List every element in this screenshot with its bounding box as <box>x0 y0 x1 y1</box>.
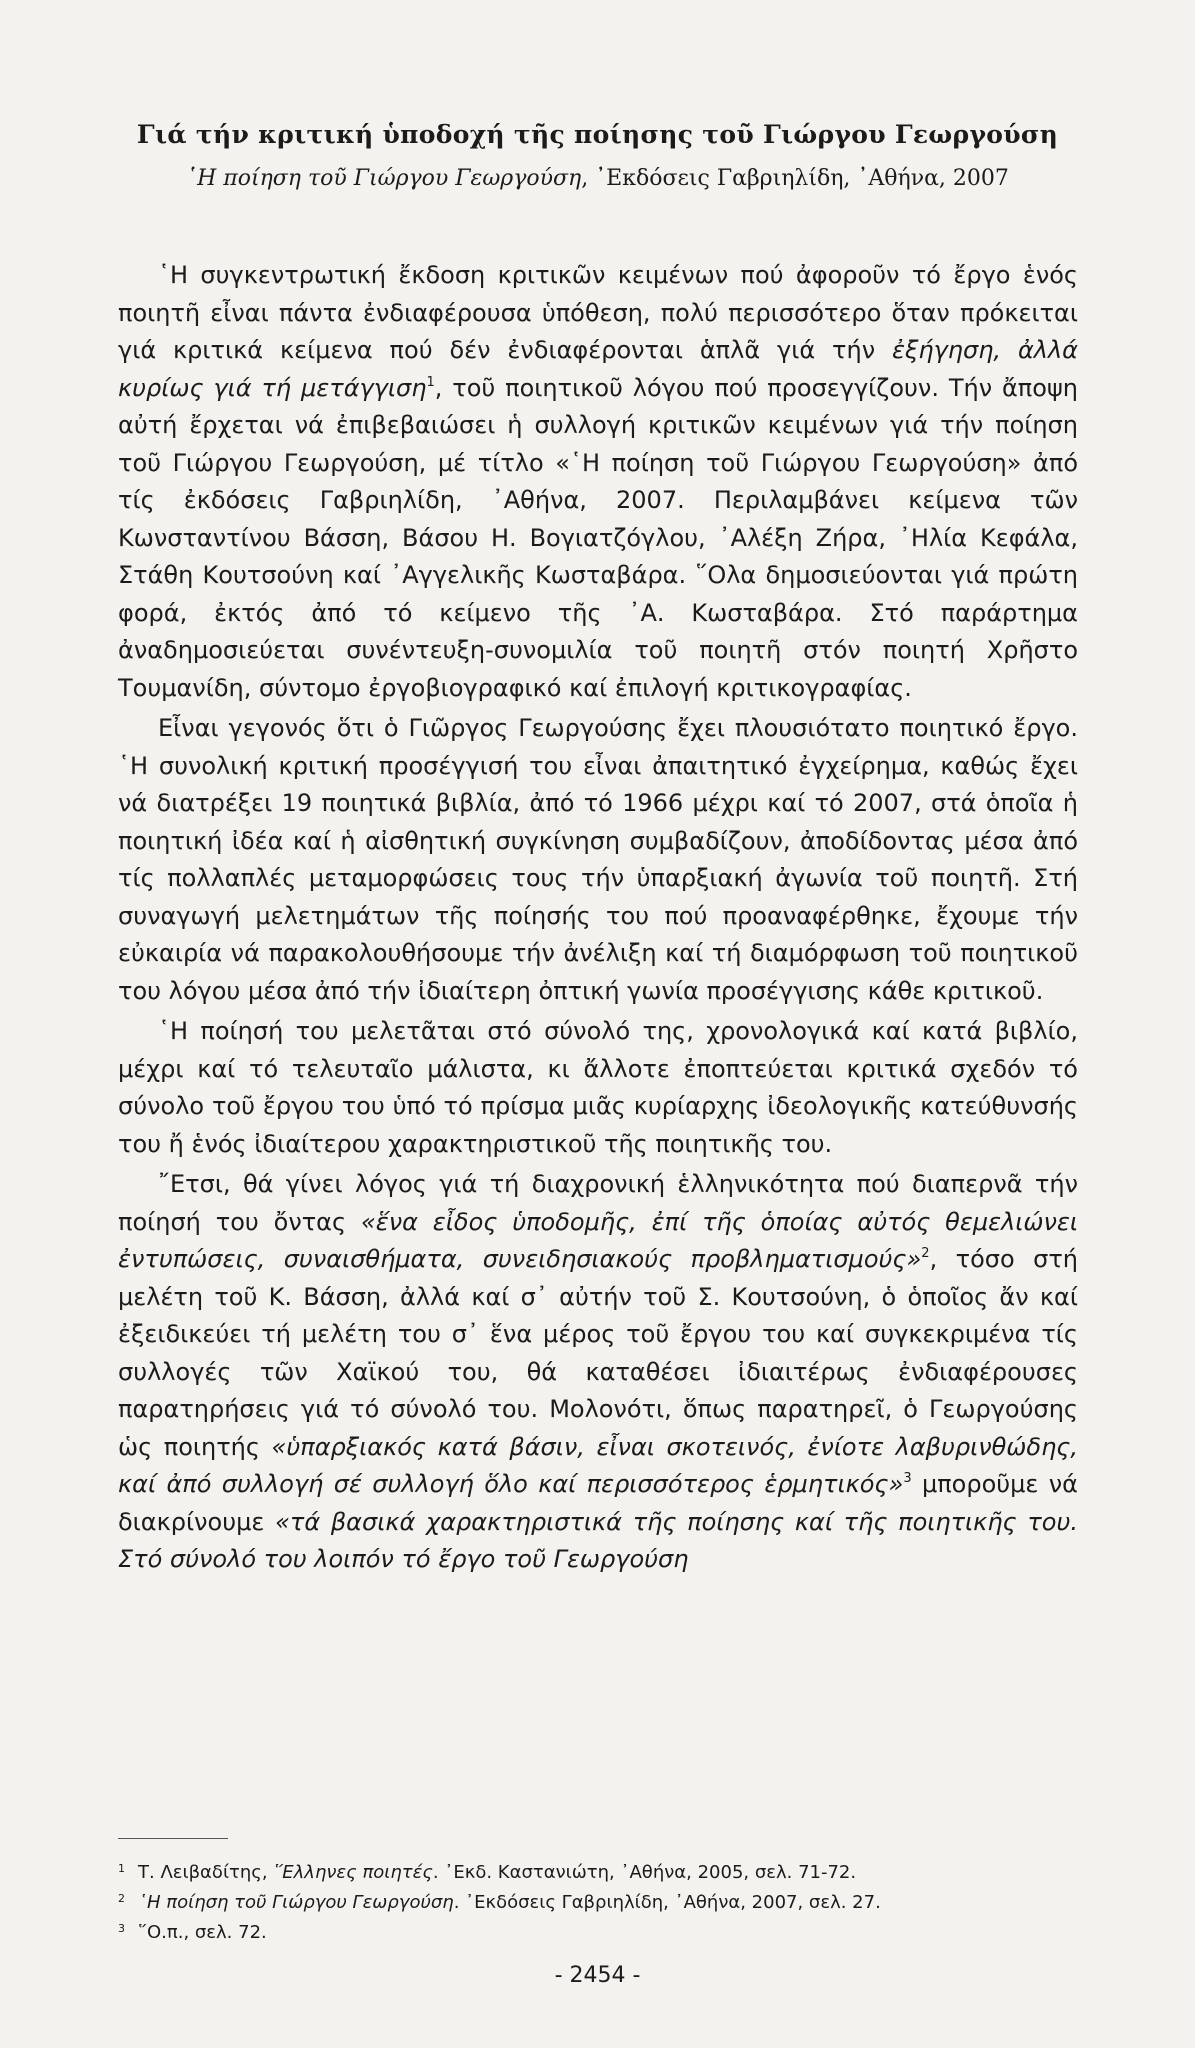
paragraph-4-quote-3: «τά βασικά χαρακτηριστικά τῆς ποίησης καί τῆς ποιητικῆς του. Στό σύνολό του λοιπόν τό ἔργο τοῦ Γεωργούση <box>118 1507 1078 1573</box>
paragraph-4-quote-2: «ὑπαρξιακός κατά βάσιν, εἶναι σκοτεινός, ἐνίοτε λαβυρινθώδης, καί ἀπό συλλογή σέ συλλογή ὅλο καί περισσότερος ἑρμητικός» <box>118 1432 1078 1498</box>
article-subtitle <box>0 166 1195 191</box>
article-body <box>118 257 1078 1582</box>
publisher-info: , ᾿Εκδόσεις Γαβριηλίδη, ᾿Αθήνα, 2007 <box>581 166 1009 191</box>
paragraph-1-text-a: ῾Η συγκεντρωτική ἔκδοση κριτικῶν κειμένων πού ἀφοροῦν τό ἔργο ἑνός ποιητῆ εἶναι πάντα ἐνδιαφέρουσα ὑπόθεση, πολύ περισσότερο ὅταν πρόκειται γιά κριτικά κείμενα πού δέν ἐνδιαφέρονται ἁπλᾶ γιά τήν <box>118 261 1078 364</box>
footnote-number: 3 <box>118 1922 125 1935</box>
footnote-number: 2 <box>118 1892 125 1905</box>
footnote-text-pre: Τ. Λειβαδίτης, <box>138 1862 274 1883</box>
paragraph-4-quote-1: «ἕνα εἶδος ὑποδομῆς, ἐπί τῆς ὁποίας αὐτός θεμελιώνει ἐντυπώσεις, συναισθήματα, συνειδησιακούς προβληματισμούς» <box>118 1207 1078 1273</box>
footnote-separator <box>118 1838 228 1839</box>
footnote-text <box>138 1918 267 1948</box>
paragraph-4 <box>118 1166 1078 1579</box>
paragraph-3: ῾Η ποίησή του μελετᾶται στό σύνολό της, χρονολογικά καί κατά βιβλίο, μέχρι καί τό τελευταῖο μάλιστα, κι ἄλλοτε ἐποπτεύεται κριτικά σχεδόν τό σύνολο τοῦ ἔργου του ὑπό τό πρίσμα μιᾶς κυρίαρχης ἰδεολογικῆς κατεύθυνσής του ἤ ἑνός ἰδιαίτερου χαρακτηριστικοῦ τῆς ποιητικῆς του. <box>118 1017 1078 1158</box>
footnote-title: ῞Ελληνες ποιητές <box>273 1862 433 1883</box>
footnote-number: 1 <box>118 1862 125 1875</box>
paragraph-4-text-a: ῎Ετσι, θά γίνει λόγος γιά τή διαχρονική ἑλληνικότητα πού διαπερνᾶ τήν ποίησή του ὄντας <box>118 1170 1078 1236</box>
footnote-text-post: . ᾿Εκδ. Καστανιώτη, ᾿Αθήνα, 2005, σελ. 71-72. <box>432 1862 857 1883</box>
paragraph-1-italic: ἐξήγηση, ἀλλά κυρίως γιά τή μετάγγιση <box>118 336 1079 402</box>
footnote-ref-2: 2 <box>921 1246 930 1261</box>
article-title: Γιά τήν κριτική ὑποδοχή τῆς ποίησης τοῦ Γιώργου Γεωργούση <box>136 120 1059 149</box>
footnote-title: ῾Η ποίηση τοῦ Γιώργου Γεωργούση <box>138 1892 454 1913</box>
footnote-text-post: . ᾿Εκδόσεις Γαβριηλίδη, ᾿Αθήνα, 2007, σελ. 27. <box>453 1892 881 1913</box>
footnote-text <box>138 1888 881 1918</box>
footnote-ref-1: 1 <box>426 374 435 390</box>
footnote-ref-3: 3 <box>903 1471 912 1486</box>
book-title: ῾Η ποίηση τοῦ Γιώργου Γεωργούση <box>186 166 582 191</box>
footnote-1 <box>118 1858 1078 1888</box>
paragraph-4-text-e: μποροῦμε νά διακρίνουμε <box>118 1470 1079 1536</box>
footnote-3 <box>118 1918 1078 1948</box>
footnotes <box>118 1858 1078 1948</box>
footnote-text-pre: ῞Ο.π., σελ. 72. <box>138 1922 267 1943</box>
page-number: - 2454 - <box>554 1963 641 1988</box>
paragraph-2: Εἶναι γεγονός ὅτι ὁ Γιῶργος Γεωργούσης ἔχει πλουσιότατο ποιητικό ἔργο. ῾Η συνολική κριτική προσέγγισή του εἶναι ἀπαιτητικό ἐγχείρημα, καθώς ἔχει νά διατρέξει 19 ποιητικά βιβλία, ἀπό τό 1966 μέχρι καί τό 2007, στά ὁποῖα ἡ ποιητική ἰδέα καί ἡ αἰσθητική συγκίνηση συμβαδίζουν, ἀποδίδοντας μέσα ἀπό τίς πολλαπλές μεταμορφώσεις τους τήν ὑπαρξιακή ἀγωνία τοῦ ποιητῆ. Στή συναγωγή μελετημάτων τῆς ποίησής του πού προαναφέρθηκε, ἔχουμε τήν εὐκαιρία νά παρακολουθήσουμε τήν ἀνέλιξη καί τή διαμόρφωση τοῦ ποιητικοῦ του λόγου μέσα ἀπό τήν ἰδιαίτερη ὀπτική γωνία προσέγγισης κάθε κριτικοῦ. <box>118 714 1078 1005</box>
paragraph-1-text-c: , τοῦ ποιητικοῦ λόγου πού προσεγγίζουν. Τήν ἄποψη αὐτή ἔρχεται νά ἐπιβεβαιώσει ἡ συλλογή κριτικῶν κειμένων γιά τήν ποίηση τοῦ Γιώργου Γεωργούση, μέ τίτλο «῾Η ποίηση τοῦ Γιώργου Γεωργούση» ἀπό τίς ἐκδόσεις Γαβριηλίδη, ᾿Αθήνα, 2007. Περιλαμβάνει κείμενα τῶν Κωνσταντίνου Βάσση, Βάσου Η. Βογιατζόγλου, ᾿Αλέξη Ζήρα, ᾿Ηλία Κεφάλα, Στάθη Κουτσούνη καί ᾿Αγγελικῆς Κωσταβάρα. ῞Ολα δημοσιεύονται γιά πρώτη φορά, ἐκτός ἀπό τό κείμενο τῆς ᾿Α. Κωσταβάρα. Στό παράρτημα ἀναδημοσιεύεται συνέντευξη-συνομιλία τοῦ ποιητῆ στόν ποιητή Χρῆστο Τουμανίδη, σύντομο ἐργοβιογραφικό καί ἐπιλογή κριτικογραφίας. <box>118 373 1078 702</box>
footnote-2 <box>118 1888 1078 1918</box>
paragraph-1 <box>118 257 1078 707</box>
paragraph-4-text-c: , τόσο στή μελέτη τοῦ Κ. Βάσση, ἀλλά καί σ᾿ αὐτήν τοῦ Σ. Κουτσούνη, ὁ ὁποῖος ἄν καί ἐξειδικεύει τή μελέτη του σ᾿ ἕνα μέρος τοῦ ἔργου του καί συγκεκριμένα τίς συλλογές τῶν Χαϊκού του, θά καταθέσει ἰδιαιτέρως ἐνδιαφέρουσες παρατηρήσεις γιά τό σύνολό του. Μολονότι, ὅπως παρατηρεῖ, ὁ Γεωργούσης ὡς ποιητής <box>118 1245 1078 1461</box>
footnote-text <box>138 1858 856 1888</box>
